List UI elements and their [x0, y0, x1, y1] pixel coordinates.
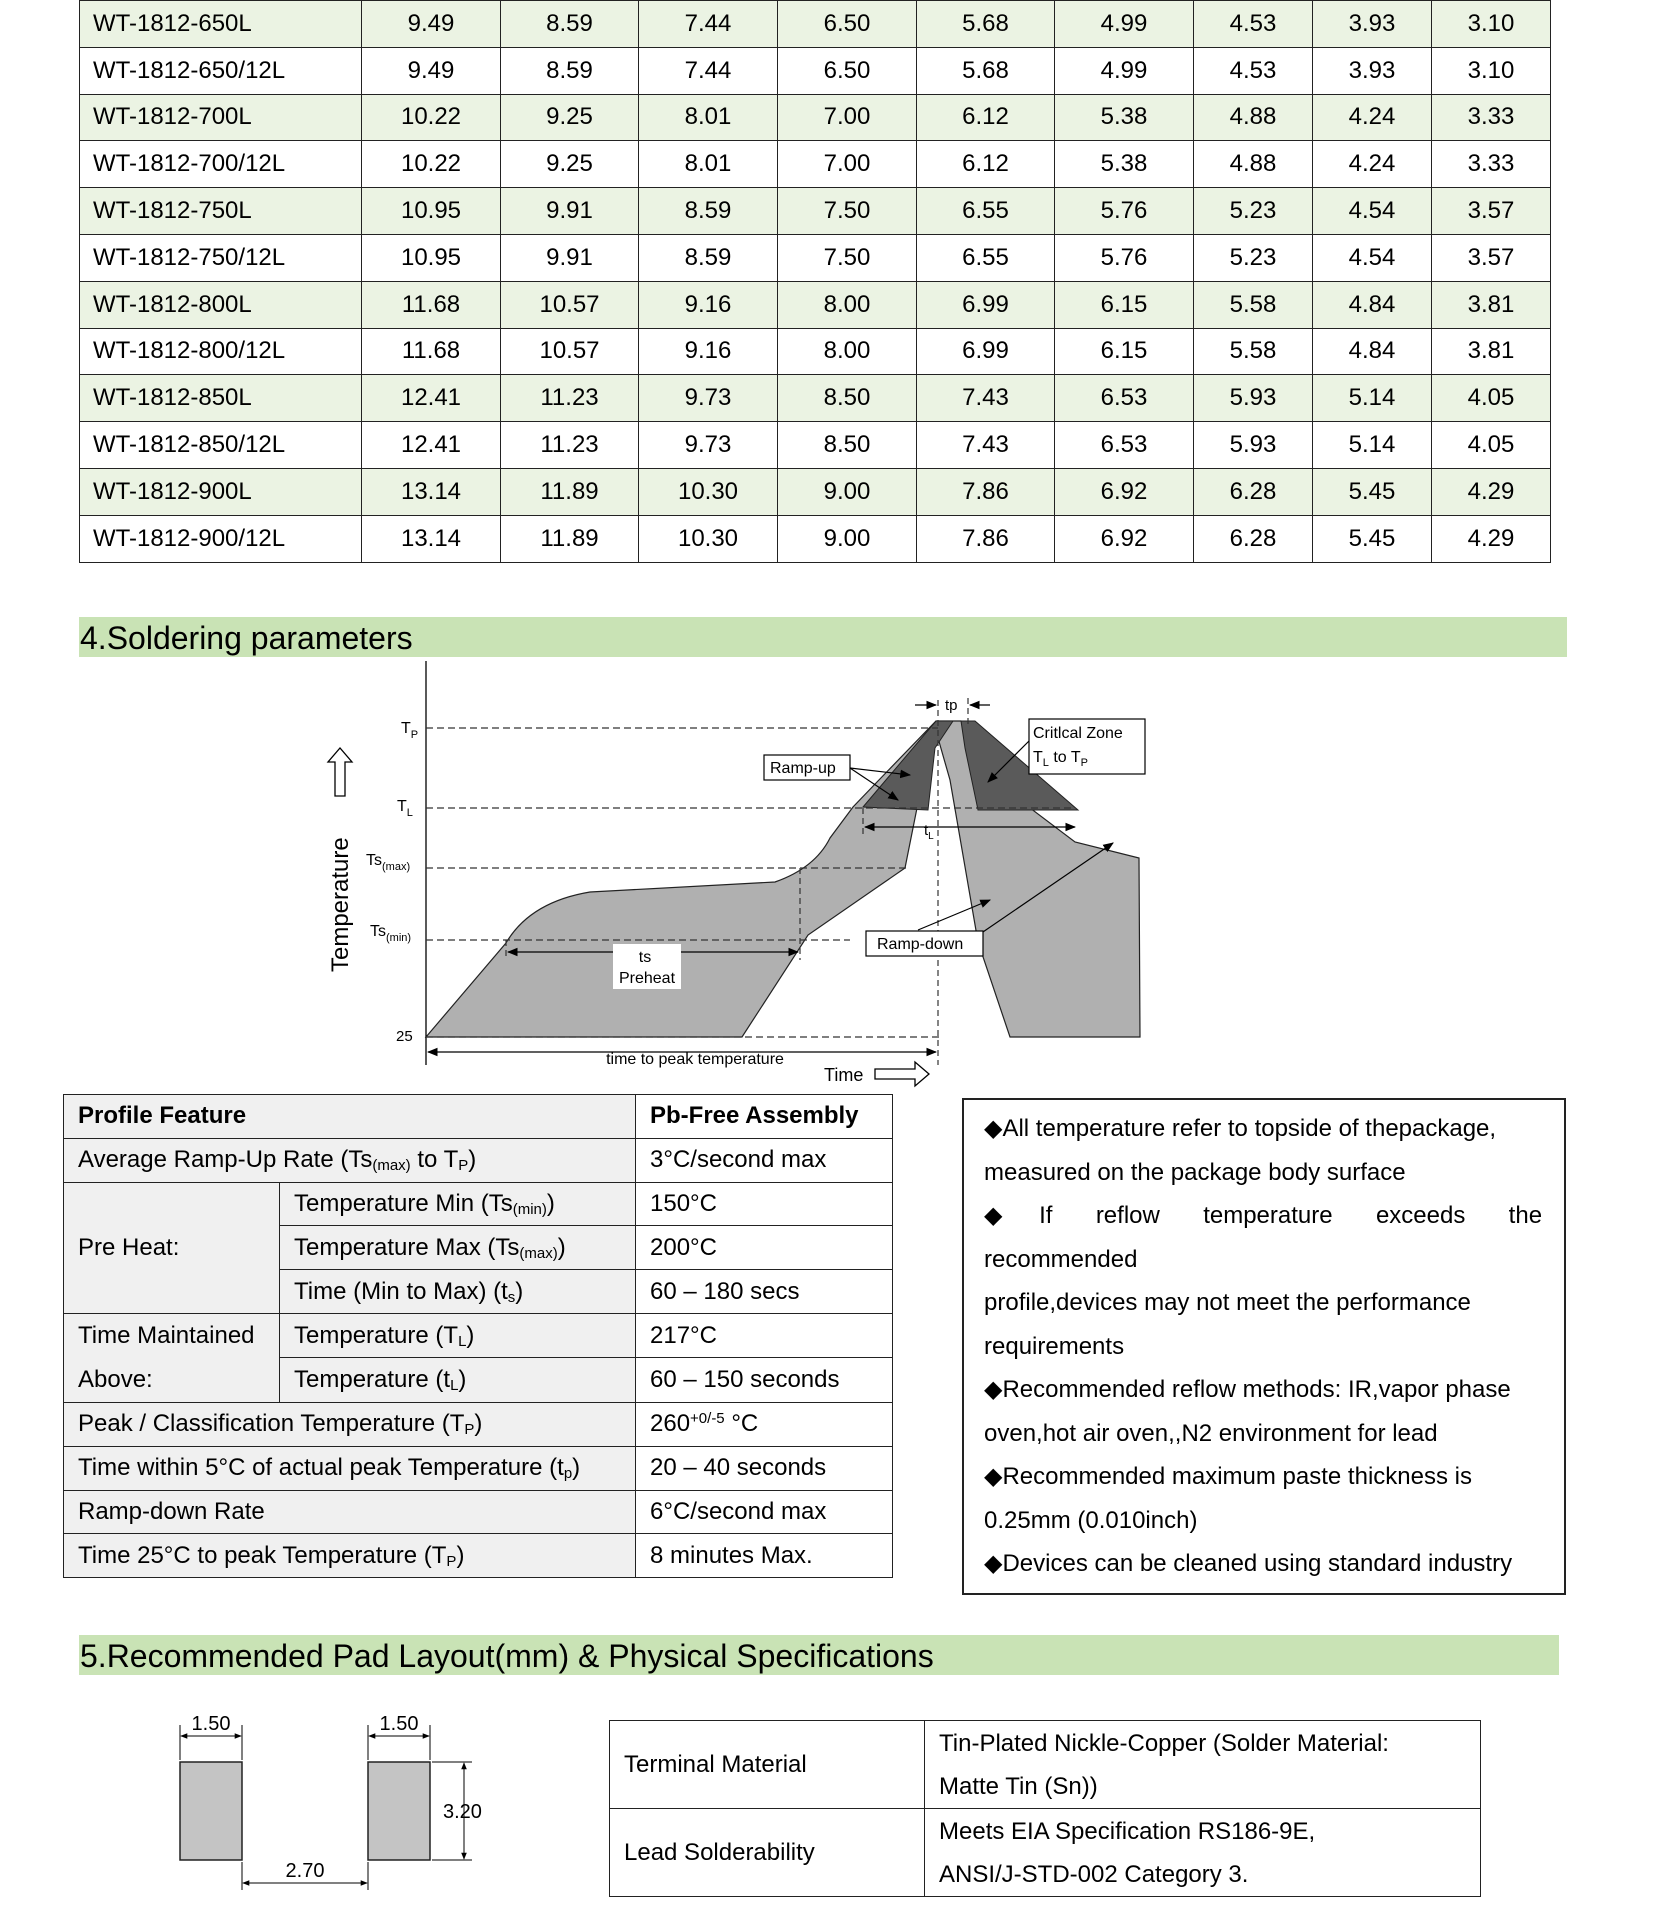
value-cell: 6.15 — [1055, 281, 1194, 328]
preheat-label: Pre Heat: — [64, 1182, 280, 1313]
profile-table — [63, 1094, 893, 1578]
value-cell: 11.89 — [501, 468, 639, 515]
critical-zone-label: Critlcal Zone — [1033, 725, 1123, 742]
note-2c: profile,devices may not meet the performance — [984, 1289, 1471, 1316]
x-axis-label: Time — [824, 1065, 864, 1085]
value-cell: 5.14 — [1313, 375, 1432, 422]
model-cell: WT-1812-750L — [80, 188, 362, 235]
model-cell: WT-1812-800/12L — [80, 328, 362, 375]
note-5a: ◆Devices can be cleaned using standard industry — [984, 1550, 1513, 1577]
terminal-material-value: Tin-Plated Nickle-Copper (Solder Material: Matte Tin (Sn)) — [925, 1721, 1481, 1809]
value-cell: 4.29 — [1432, 515, 1551, 562]
table-row — [80, 47, 1551, 94]
ramp-down-row — [64, 1490, 893, 1534]
value-cell: 7.00 — [778, 94, 917, 141]
table-row — [80, 188, 1551, 235]
note-2b: recommended — [984, 1245, 1138, 1273]
table-row — [80, 281, 1551, 328]
value-cell: 11.23 — [501, 375, 639, 422]
tsmin-level-label: $Ts_{(min)}$ — [370, 923, 412, 944]
ramp-down-label: Ramp-down — [877, 936, 964, 953]
value-cell: 10.95 — [362, 234, 501, 281]
ramp-up-rate-label: Average Ramp-Up Rate ($Ts_{(max)}$ to $T_P$) — [64, 1138, 636, 1182]
value-cell: 4.84 — [1313, 328, 1432, 375]
table-row — [80, 94, 1551, 141]
value-cell: 4.54 — [1313, 188, 1432, 235]
temp-tl-row — [64, 1313, 893, 1358]
value-cell: 6.53 — [1055, 375, 1194, 422]
value-cell: 4.99 — [1055, 1, 1194, 48]
y-axis-label: Temperature — [327, 837, 354, 972]
value-cell: 13.14 — [362, 515, 501, 562]
value-cell: 4.53 — [1194, 1, 1313, 48]
value-cell: 7.50 — [778, 188, 917, 235]
value-cell: 4.84 — [1313, 281, 1432, 328]
value-cell: 7.86 — [917, 468, 1055, 515]
table-row — [80, 515, 1551, 562]
time25-label: Time 25°C to peak Temperature $(T_P)$ — [64, 1534, 636, 1578]
table-row — [80, 422, 1551, 469]
value-cell: 7.86 — [917, 515, 1055, 562]
value-cell: 5.23 — [1194, 188, 1313, 235]
value-cell: 8.50 — [778, 375, 917, 422]
note-4b: 0.25mm (0.010inch) — [984, 1506, 1198, 1534]
note-3a: ◆Recommended reflow methods: IR,vapor phase — [984, 1376, 1511, 1403]
profile-feature-header: Profile Feature — [64, 1095, 636, 1139]
within5-label: Time within 5°C of actual peak Temperature $(t_p)$ — [64, 1446, 636, 1490]
tp-time-label: tp — [945, 697, 958, 714]
pb-free-header: Pb-Free Assembly — [636, 1095, 893, 1139]
pad-height-label: 3.20 — [443, 1801, 482, 1823]
temp-min-value: 150°C — [636, 1182, 893, 1226]
value-cell: 5.38 — [1055, 141, 1194, 188]
lead-solderability-row — [610, 1809, 1481, 1897]
model-cell: WT-1812-750/12L — [80, 234, 362, 281]
value-cell: 5.38 — [1055, 94, 1194, 141]
temp-min-label: Temperature Min $(Ts_{(min)})$ — [280, 1182, 636, 1226]
value-cell: 6.12 — [917, 94, 1055, 141]
notes-box — [962, 1098, 1566, 1595]
value-cell: 4.54 — [1313, 234, 1432, 281]
value-cell: 6.55 — [917, 188, 1055, 235]
value-cell: 3.57 — [1432, 234, 1551, 281]
note-1b: measured on the package body surface — [984, 1158, 1406, 1186]
value-cell: 6.92 — [1055, 515, 1194, 562]
value-cell: 6.12 — [917, 141, 1055, 188]
tl-level-label: $T_L$ — [397, 798, 413, 819]
model-cell: WT-1812-850L — [80, 375, 362, 422]
table-row — [80, 468, 1551, 515]
table-row — [80, 234, 1551, 281]
value-cell: 4.99 — [1055, 47, 1194, 94]
value-cell: 6.53 — [1055, 422, 1194, 469]
value-cell: 3.10 — [1432, 1, 1551, 48]
value-cell: 4.53 — [1194, 47, 1313, 94]
value-cell: 5.23 — [1194, 234, 1313, 281]
model-cell: WT-1812-850/12L — [80, 422, 362, 469]
table-row — [80, 375, 1551, 422]
peak-label: Peak / Classification Temperature $(T_P)$ — [64, 1402, 636, 1446]
value-cell: 11.23 — [501, 422, 639, 469]
value-cell: 9.25 — [501, 94, 639, 141]
value-cell: 6.50 — [778, 47, 917, 94]
note-4a: ◆Recommended maximum paste thickness is — [984, 1463, 1472, 1490]
value-cell: 3.81 — [1432, 281, 1551, 328]
value-cell: 3.81 — [1432, 328, 1551, 375]
model-cell: WT-1812-800L — [80, 281, 362, 328]
table-row — [80, 141, 1551, 188]
value-cell: 7.43 — [917, 375, 1055, 422]
ramp-up-label: Ramp-up — [770, 760, 836, 777]
value-cell: 11.89 — [501, 515, 639, 562]
temp-tl-label: Temperature $(T_L)$ — [280, 1313, 636, 1358]
pad-gap-label: 2.70 — [285, 1860, 325, 1882]
value-cell: 12.41 — [362, 375, 501, 422]
critical-zone-range-label: $T_L$ to $T_P$ — [1033, 749, 1088, 769]
table-row — [80, 328, 1551, 375]
time-minmax-label: Time (Min to Max) $(t_s)$ — [280, 1270, 636, 1314]
value-cell: 8.00 — [778, 281, 917, 328]
terminal-material-row — [610, 1721, 1481, 1809]
value-cell: 9.49 — [362, 1, 501, 48]
value-cell: 3.33 — [1432, 141, 1551, 188]
peak-row — [64, 1402, 893, 1446]
critical-zone-left — [863, 721, 953, 810]
value-cell: 11.68 — [362, 328, 501, 375]
physical-spec-table — [609, 1720, 1481, 1897]
value-cell: 5.45 — [1313, 468, 1432, 515]
model-cell: WT-1812-650L — [80, 1, 362, 48]
value-cell: 3.93 — [1313, 47, 1432, 94]
value-cell: 5.14 — [1313, 422, 1432, 469]
value-cell: 10.30 — [639, 515, 778, 562]
value-cell: 6.99 — [917, 328, 1055, 375]
time-maintained-label — [64, 1313, 280, 1402]
value-cell: 7.00 — [778, 141, 917, 188]
time-maintained-line1: Time Maintained — [78, 1321, 255, 1349]
value-cell: 10.30 — [639, 468, 778, 515]
value-cell: 7.44 — [639, 47, 778, 94]
value-cell: 5.76 — [1055, 188, 1194, 235]
lead-solderability-value: Meets EIA Specification RS186-9E, ANSI/J-STD-002 Category 3. — [925, 1809, 1481, 1897]
value-cell: 9.91 — [501, 188, 639, 235]
temp-tl-time-value: 60 – 150 seconds — [636, 1358, 893, 1403]
model-cell: WT-1812-700L — [80, 94, 362, 141]
temperature-up-arrow — [328, 748, 352, 796]
value-cell: 9.73 — [639, 422, 778, 469]
value-cell: 9.91 — [501, 234, 639, 281]
value-cell: 12.41 — [362, 422, 501, 469]
temp-max-label: Temperature Max $(Ts_{(max)})$ — [280, 1226, 636, 1270]
within5-row — [64, 1446, 893, 1490]
value-cell: 6.92 — [1055, 468, 1194, 515]
time25-value: 8 minutes Max. — [636, 1534, 893, 1578]
note-2d: requirements — [984, 1332, 1125, 1360]
time25-row — [64, 1534, 893, 1578]
section-4-title: 4.Soldering parameters — [80, 620, 413, 656]
value-cell: 8.01 — [639, 94, 778, 141]
value-cell: 11.68 — [362, 281, 501, 328]
tsmax-level-label: $Ts_{(max)}$ — [366, 852, 411, 873]
value-cell: 7.44 — [639, 1, 778, 48]
value-cell: 4.24 — [1313, 94, 1432, 141]
temp-max-value: 200°C — [636, 1226, 893, 1270]
value-cell: 8.59 — [501, 47, 639, 94]
value-cell: 9.49 — [362, 47, 501, 94]
value-cell: 6.15 — [1055, 328, 1194, 375]
value-cell: 4.29 — [1432, 468, 1551, 515]
value-cell: 3.57 — [1432, 188, 1551, 235]
note-1a: ◆All temperature refer to topside of thepackage, — [984, 1115, 1497, 1142]
value-cell: 3.93 — [1313, 1, 1432, 48]
value-cell: 9.25 — [501, 141, 639, 188]
value-cell: 7.50 — [778, 234, 917, 281]
value-cell: 3.10 — [1432, 47, 1551, 94]
preheat-label: Preheat — [618, 970, 676, 987]
ramp-up-rate-row — [64, 1138, 893, 1182]
time-right-arrow — [875, 1062, 929, 1086]
value-cell: 8.50 — [778, 422, 917, 469]
value-cell: 8.00 — [778, 328, 917, 375]
time-minmax-value: 60 – 180 secs — [636, 1270, 893, 1314]
pad-left — [180, 1762, 242, 1860]
value-cell: 5.76 — [1055, 234, 1194, 281]
value-cell: 9.00 — [778, 468, 917, 515]
profile-header-row — [64, 1095, 893, 1139]
value-cell: 3.33 — [1432, 94, 1551, 141]
value-cell: 10.22 — [362, 141, 501, 188]
value-cell: 5.93 — [1194, 375, 1313, 422]
value-cell: 13.14 — [362, 468, 501, 515]
value-cell: 9.16 — [639, 328, 778, 375]
pad-width-left-label: 1.50 — [191, 1713, 231, 1735]
temp-tl-time-label: Temperature $(t_L)$ — [280, 1358, 636, 1403]
terminal-material-label: Terminal Material — [610, 1721, 925, 1809]
value-cell: 7.43 — [917, 422, 1055, 469]
value-cell: 6.55 — [917, 234, 1055, 281]
value-cell: 5.58 — [1194, 328, 1313, 375]
time-to-peak-label: time to peak temperature — [606, 1051, 784, 1068]
ts-label: ts — [638, 949, 652, 966]
section-5-heading — [79, 1635, 1559, 1675]
value-cell: 4.88 — [1194, 94, 1313, 141]
value-cell: 4.24 — [1313, 141, 1432, 188]
value-cell: 10.22 — [362, 94, 501, 141]
value-cell: 6.28 — [1194, 515, 1313, 562]
resistance-table-body — [80, 1, 1551, 563]
value-cell: 5.68 — [917, 47, 1055, 94]
t25-level-label: 25 — [396, 1028, 413, 1045]
value-cell: 9.00 — [778, 515, 917, 562]
model-cell: WT-1812-900/12L — [80, 515, 362, 562]
value-cell: 9.73 — [639, 375, 778, 422]
section-4-heading — [79, 617, 1567, 657]
model-cell: WT-1812-700/12L — [80, 141, 362, 188]
lead-solderability-label: Lead Solderability — [610, 1809, 925, 1897]
note-2a: ◆If reflow temperature exceeds the — [984, 1202, 1543, 1229]
value-cell: 4.05 — [1432, 375, 1551, 422]
tl-time-label: $t_L$ — [924, 822, 934, 842]
time-maintained-line2: Above: — [78, 1365, 153, 1393]
model-cell: WT-1812-650/12L — [80, 47, 362, 94]
value-cell: 8.59 — [639, 188, 778, 235]
value-cell: 10.95 — [362, 188, 501, 235]
model-cell: WT-1812-900L — [80, 468, 362, 515]
value-cell: 8.01 — [639, 141, 778, 188]
ramp-down-value: 6°C/second max — [636, 1490, 893, 1534]
pad-width-right-label: 1.50 — [379, 1713, 419, 1735]
value-cell: 8.59 — [639, 234, 778, 281]
note-3b: oven,hot air oven,,N2 environment for lead — [984, 1419, 1438, 1447]
value-cell: 6.28 — [1194, 468, 1313, 515]
resistance-table — [79, 0, 1551, 563]
temp-min-row — [64, 1182, 893, 1226]
pad-right — [368, 1762, 430, 1860]
ramp-up-rate-value: 3°C/second max — [636, 1138, 893, 1182]
tp-level-label: $T_P$ — [401, 720, 419, 741]
value-cell: 4.88 — [1194, 141, 1313, 188]
value-cell: 5.93 — [1194, 422, 1313, 469]
value-cell: 5.45 — [1313, 515, 1432, 562]
within5-value: 20 – 40 seconds — [636, 1446, 893, 1490]
table-row — [80, 1, 1551, 48]
ramp-down-label: Ramp-down Rate — [64, 1490, 636, 1534]
value-cell: 4.05 — [1432, 422, 1551, 469]
pad-layout-diagram — [170, 1700, 500, 1900]
value-cell: 6.50 — [778, 1, 917, 48]
value-cell: 10.57 — [501, 281, 639, 328]
value-cell: 10.57 — [501, 328, 639, 375]
value-cell: 8.59 — [501, 1, 639, 48]
soldering-profile-diagram — [310, 655, 1160, 1095]
value-cell: 9.16 — [639, 281, 778, 328]
value-cell: 5.68 — [917, 1, 1055, 48]
peak-value: $260^{+0/-5}$ °C — [636, 1402, 893, 1446]
section-5-title: 5.Recommended Pad Layout(mm) & Physical Specifications — [80, 1638, 934, 1674]
temp-tl-value: 217°C — [636, 1313, 893, 1358]
value-cell: 6.99 — [917, 281, 1055, 328]
value-cell: 5.58 — [1194, 281, 1313, 328]
